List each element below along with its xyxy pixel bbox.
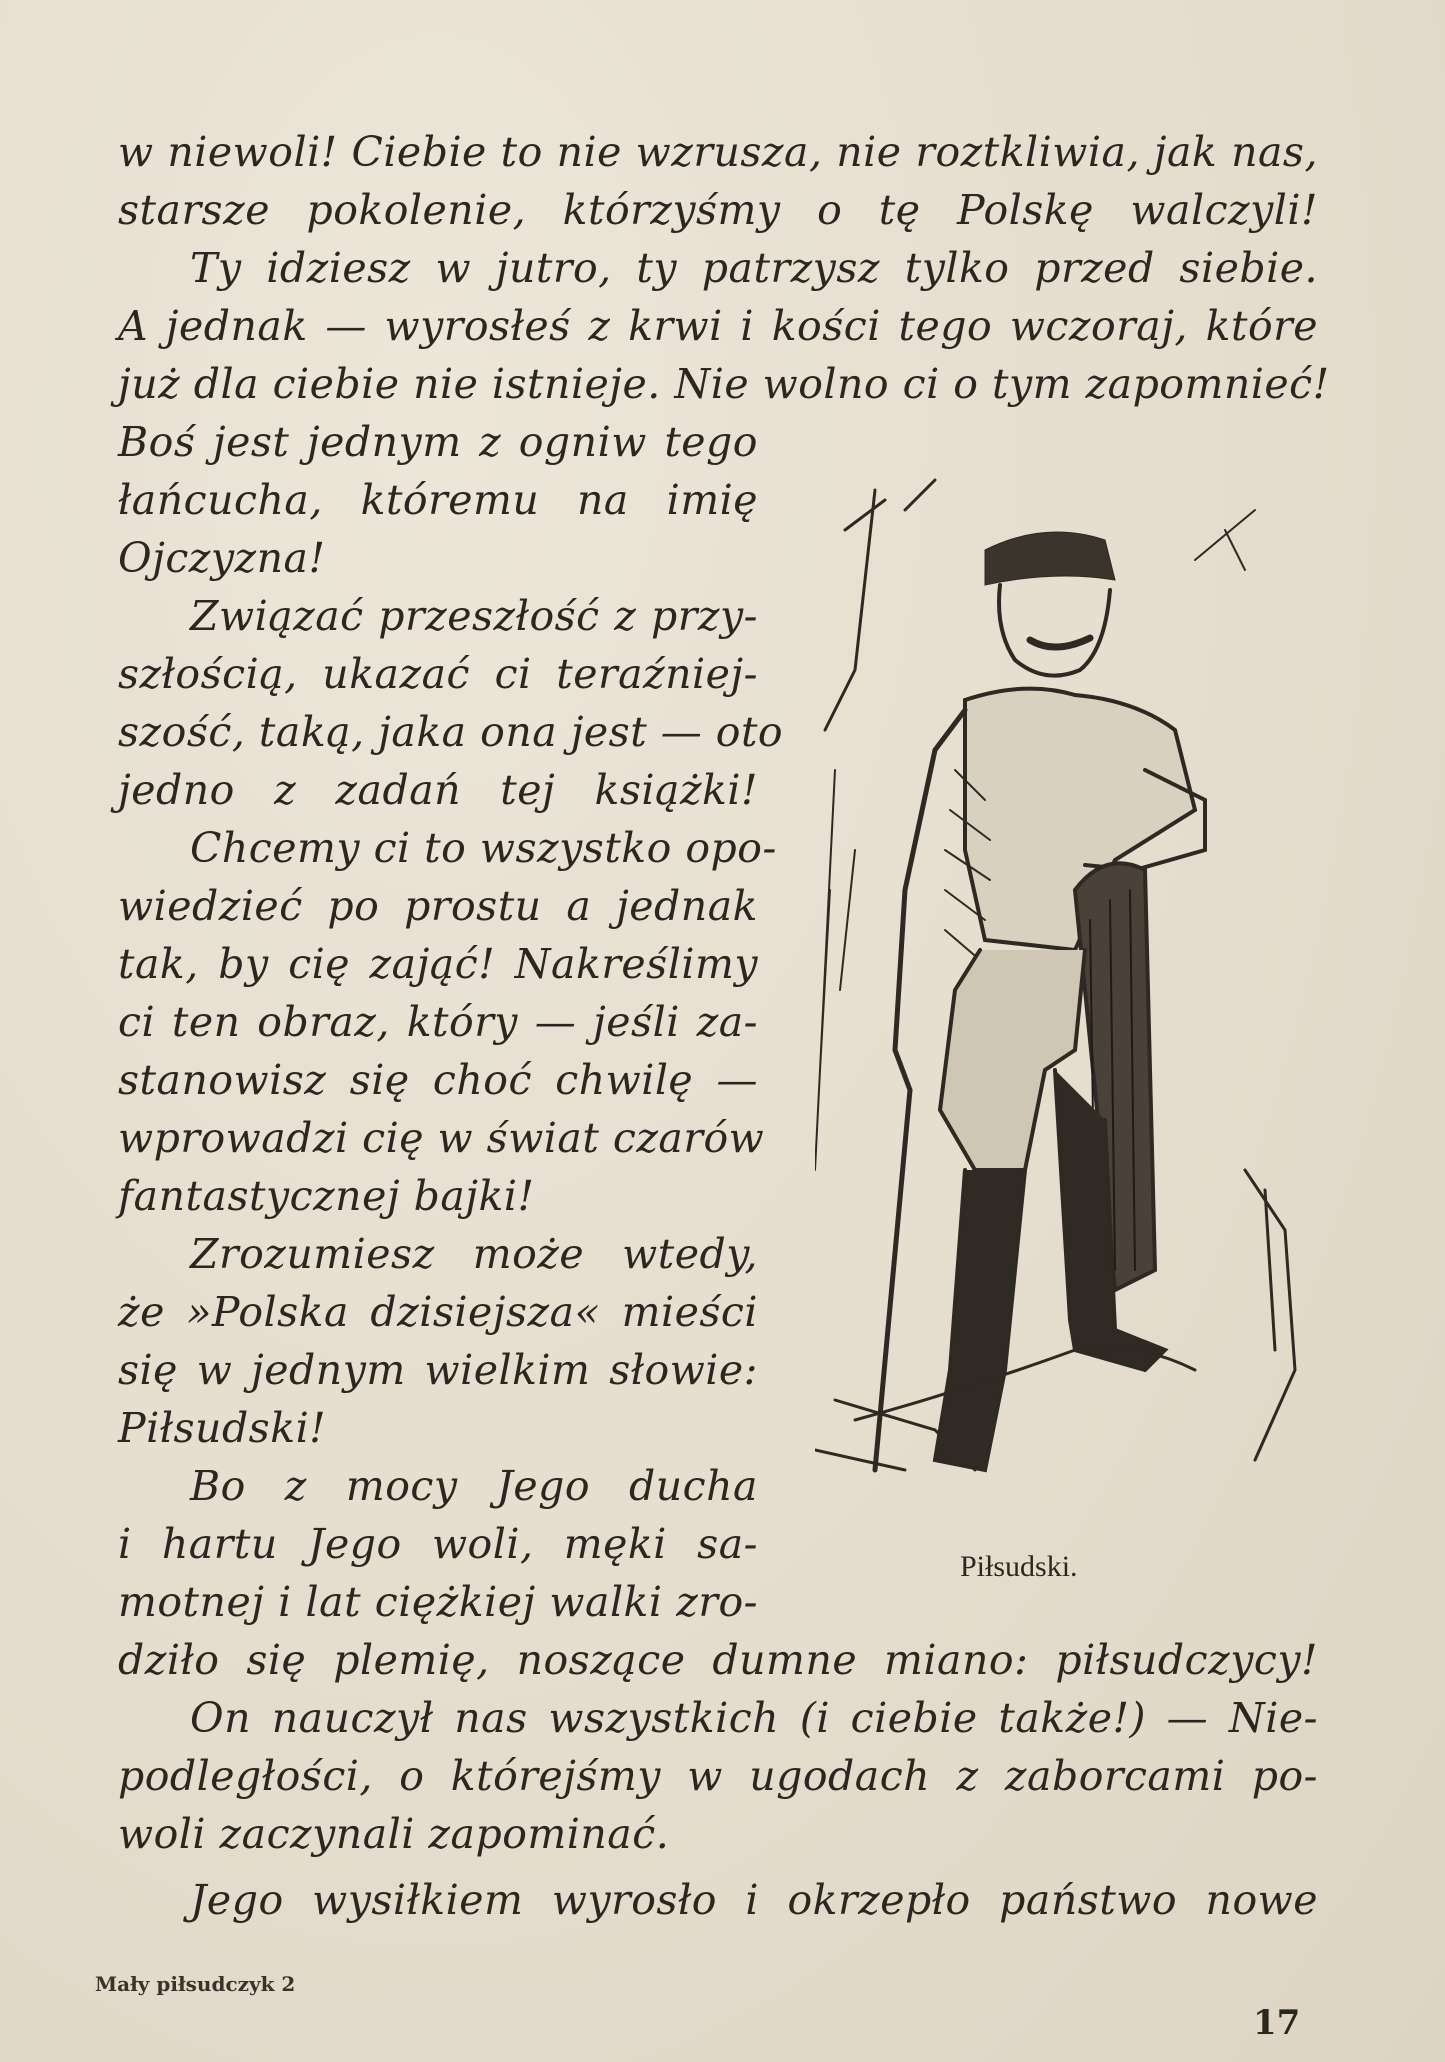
text-line: że »Polska dzisiejsza« mieści bbox=[118, 1288, 758, 1336]
text-line: wiedzieć po prostu a jednak bbox=[118, 882, 758, 930]
text-line: się w jednym wielkim słowie: bbox=[118, 1346, 758, 1394]
text-line: woli zaczynali zapominać. bbox=[118, 1810, 670, 1858]
text-line: dziło się plemię, noszące dumne miano: piłsudczycy! bbox=[118, 1636, 1318, 1684]
text-line: Ty idziesz w jutro, ty patrzysz tylko przed siebie. bbox=[190, 244, 1318, 292]
text-line: tak, by cię zająć! Nakreślimy bbox=[118, 940, 758, 988]
text-line: szłością, ukazać ci teraźniej- bbox=[118, 650, 758, 698]
page-number: 17 bbox=[1253, 2003, 1301, 2043]
text-line: A jednak — wyrosłeś z krwi i kości tego wczoraj, które bbox=[118, 302, 1318, 350]
text-line: starsze pokolenie, którzyśmy o tę Polskę walczyli! bbox=[118, 186, 1318, 234]
text-line: łańcucha, któremu na imię bbox=[118, 476, 758, 524]
text-line: Chcemy ci to wszystko opo- bbox=[190, 824, 777, 872]
portrait-engraving-icon bbox=[815, 470, 1305, 1520]
text-line: w niewoli! Ciebie to nie wzrusza, nie roztkliwia, jak nas, bbox=[118, 128, 1318, 176]
text-line: Bo z mocy Jego ducha bbox=[190, 1462, 758, 1510]
illustration-caption: Piłsudski. bbox=[960, 1550, 1078, 1583]
text-line: On nauczył nas wszystkich (i ciebie także!) — Nie- bbox=[190, 1694, 1318, 1742]
text-line: Boś jest jednym z ogniw tego bbox=[118, 418, 758, 466]
text-line: Zrozumiesz może wtedy, bbox=[190, 1230, 758, 1278]
text-line: jedno z zadań tej książki! bbox=[118, 766, 758, 814]
text-line: fantastycznej bajki! bbox=[118, 1172, 535, 1220]
text-line: i hartu Jego woli, męki sa- bbox=[118, 1520, 758, 1568]
text-line: stanowisz się choć chwilę — bbox=[118, 1056, 758, 1104]
text-line: już dla ciebie nie istnieje. Nie wolno ci o tym zapomnieć! bbox=[118, 360, 1330, 408]
text-line: szość, taką, jaka ona jest — oto bbox=[118, 708, 784, 756]
text-line: motnej i lat ciężkiej walki zro- bbox=[118, 1578, 758, 1626]
text-line: Piłsudski! bbox=[118, 1404, 327, 1452]
text-line: Ojczyzna! bbox=[118, 534, 326, 582]
text-line: Związać przeszłość z przy- bbox=[190, 592, 758, 640]
signature-mark: Mały piłsudczyk 2 bbox=[95, 1972, 296, 1996]
text-line: podległości, o którejśmy w ugodach z zaborcami po- bbox=[118, 1752, 1318, 1800]
text-line: ci ten obraz, który — jeśli za- bbox=[118, 998, 758, 1046]
text-line: Jego wysiłkiem wyrosło i okrzepło państwo nowe bbox=[190, 1876, 1318, 1924]
text-line: wprowadzi cię w świat czarów bbox=[118, 1114, 765, 1162]
